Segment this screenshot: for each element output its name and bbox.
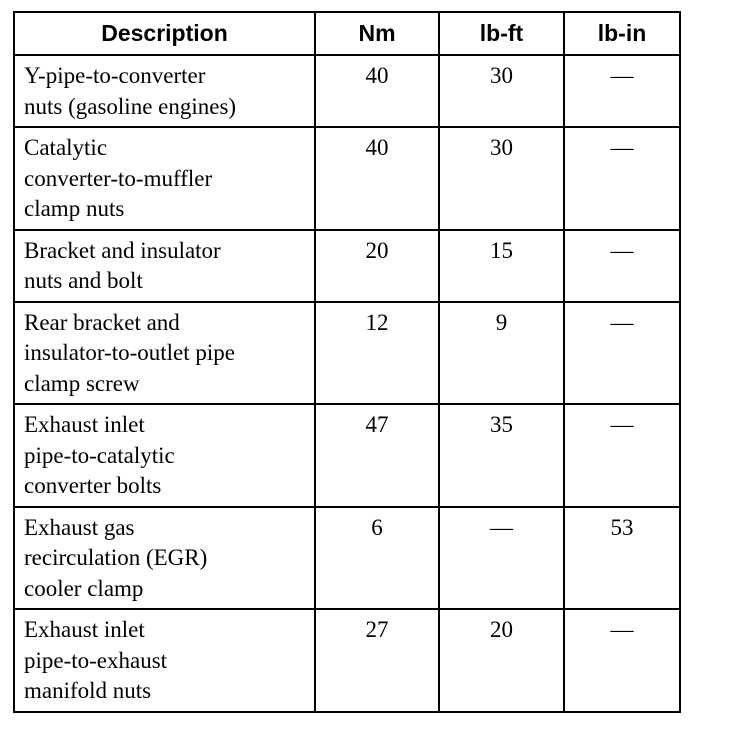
- header-row: [14, 12, 680, 55]
- description-line: Catalytic: [24, 135, 108, 160]
- description-line: pipe-to-exhaust: [24, 647, 168, 673]
- table-body: [14, 55, 680, 712]
- table-row: [14, 55, 680, 127]
- description-cell: [14, 230, 315, 302]
- lbin-cell: —: [564, 127, 680, 230]
- lbft-cell: 30: [439, 55, 564, 127]
- lbft-cell: 30: [439, 127, 564, 230]
- table-row: [14, 609, 680, 712]
- description-cell: [14, 609, 315, 712]
- nm-cell: 40: [315, 127, 439, 230]
- table-row: [14, 302, 680, 405]
- nm-cell: 12: [315, 302, 439, 405]
- description-line: pipe-to-catalytic: [24, 442, 175, 468]
- header-lbin: lb-in: [564, 12, 680, 55]
- description-line: Exhaust gas: [24, 514, 135, 540]
- description-line: nuts (gasoline engines): [24, 93, 237, 119]
- description-cell: [14, 302, 315, 405]
- nm-cell: 47: [315, 404, 439, 507]
- description-line: insulator-to-outlet pipe: [24, 340, 235, 365]
- header-description: Description: [14, 12, 315, 55]
- table-row: [14, 404, 680, 507]
- description-line: clamp screw: [24, 370, 140, 396]
- description-cell: [14, 507, 315, 610]
- description-line: manifold nuts: [24, 678, 152, 703]
- lbin-cell: 53: [564, 507, 680, 610]
- lbft-cell: 20: [439, 609, 564, 712]
- lbin-cell: —: [564, 55, 680, 127]
- description-line: recirculation (EGR): [24, 545, 208, 570]
- header-lbft: lb-ft: [439, 12, 564, 55]
- description-line: Bracket and insulator: [24, 237, 221, 263]
- description-line: Rear bracket and: [24, 309, 180, 335]
- header-nm: Nm: [315, 12, 439, 55]
- description-line: Exhaust inlet: [24, 617, 145, 642]
- lbft-cell: 35: [439, 404, 564, 507]
- lbft-cell: —: [439, 507, 564, 610]
- lbft-cell: 9: [439, 302, 564, 405]
- table-row: [14, 230, 680, 302]
- description-cell: [14, 404, 315, 507]
- table-row: [14, 507, 680, 610]
- description-line: Exhaust inlet: [24, 412, 145, 437]
- table-row: [14, 127, 680, 230]
- description-line: cooler clamp: [24, 575, 144, 601]
- nm-cell: 6: [315, 507, 439, 610]
- description-cell: [14, 127, 315, 230]
- description-line: clamp nuts: [24, 196, 125, 221]
- table-header: [14, 12, 680, 55]
- description-line: converter-to-muffler: [24, 165, 213, 191]
- lbin-cell: —: [564, 609, 680, 712]
- lbft-cell: 15: [439, 230, 564, 302]
- description-line: converter bolts: [24, 473, 162, 498]
- description-line: Y-pipe-to-converter: [24, 63, 206, 88]
- description-cell: [14, 55, 315, 127]
- description-line: nuts and bolt: [24, 268, 143, 293]
- lbin-cell: —: [564, 404, 680, 507]
- lbin-cell: —: [564, 302, 680, 405]
- lbin-cell: —: [564, 230, 680, 302]
- nm-cell: 40: [315, 55, 439, 127]
- torque-specification-table: [13, 11, 681, 713]
- nm-cell: 27: [315, 609, 439, 712]
- nm-cell: 20: [315, 230, 439, 302]
